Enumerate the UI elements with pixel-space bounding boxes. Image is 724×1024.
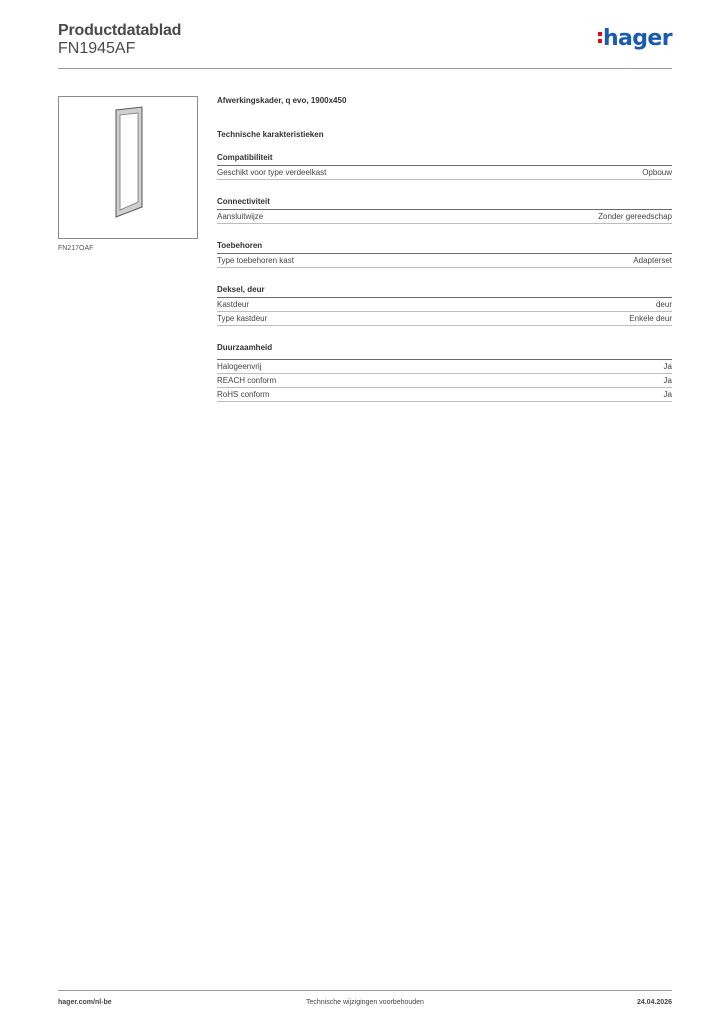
section-compatibility <box>217 152 672 180</box>
footer-website-link[interactable]: hager.com/nl-be <box>58 999 112 1006</box>
product-description: Afwerkingskader, q evo, 1900x450 <box>217 96 347 105</box>
hager-logo <box>598 28 672 50</box>
spec-row <box>217 374 672 388</box>
technical-characteristics-title: Technische karakteristieken <box>217 130 324 139</box>
footer-notice: Technische wijzigingen voorbehouden <box>306 999 424 1006</box>
section-cover-door <box>217 284 672 326</box>
spec-label: Kastdeur <box>217 300 250 309</box>
section-sustainability <box>217 342 672 402</box>
footer-divider <box>58 990 672 991</box>
spec-value: deur <box>655 300 672 309</box>
spec-row <box>217 254 672 268</box>
section-connectivity <box>217 196 672 224</box>
spec-row <box>217 388 672 402</box>
spec-label: Aansluitwijze <box>217 212 264 221</box>
spec-row <box>217 210 672 224</box>
section-title: Deksel, deur <box>217 284 672 298</box>
header-divider <box>58 68 672 69</box>
document-title: Productdatablad <box>58 22 182 39</box>
section-accessories <box>217 240 672 268</box>
spec-value: Ja <box>663 390 672 399</box>
spec-label: Halogeenvrij <box>217 362 262 371</box>
spec-label: RoHS conform <box>217 390 270 399</box>
section-title: Connectiviteit <box>217 196 672 210</box>
spec-value: Enkele deur <box>629 314 672 323</box>
spec-row <box>217 298 672 312</box>
product-code: FN1945AF <box>58 40 136 57</box>
spec-value: Adapterset <box>633 256 672 265</box>
spec-label: Geschikt voor type verdeelkast <box>217 168 327 177</box>
section-title: Toebehoren <box>217 240 672 254</box>
frame-drawing <box>59 97 197 238</box>
spec-row <box>217 166 672 180</box>
section-title: Duurzaamheid <box>217 342 672 360</box>
spec-label: Type kastdeur <box>217 314 268 323</box>
product-image <box>58 96 198 239</box>
spec-label: REACH conform <box>217 376 277 385</box>
footer-date: 24.04.2026 <box>636 999 672 1006</box>
logo-dots-icon <box>598 30 602 44</box>
spec-row <box>217 312 672 326</box>
spec-value: Opbouw <box>642 168 672 177</box>
image-caption: FN217OAF <box>58 245 94 252</box>
logo-text: hager <box>602 26 672 51</box>
section-title: Compatibiliteit <box>217 152 672 166</box>
page-header <box>58 22 672 69</box>
spec-content <box>217 96 672 402</box>
spec-value: Ja <box>663 376 672 385</box>
spec-row <box>217 360 672 374</box>
spec-value: Ja <box>663 362 672 371</box>
spec-label: Type toebehoren kast <box>217 256 294 265</box>
spec-value: Zonder gereedschap <box>598 212 672 221</box>
page-footer <box>58 999 672 1011</box>
